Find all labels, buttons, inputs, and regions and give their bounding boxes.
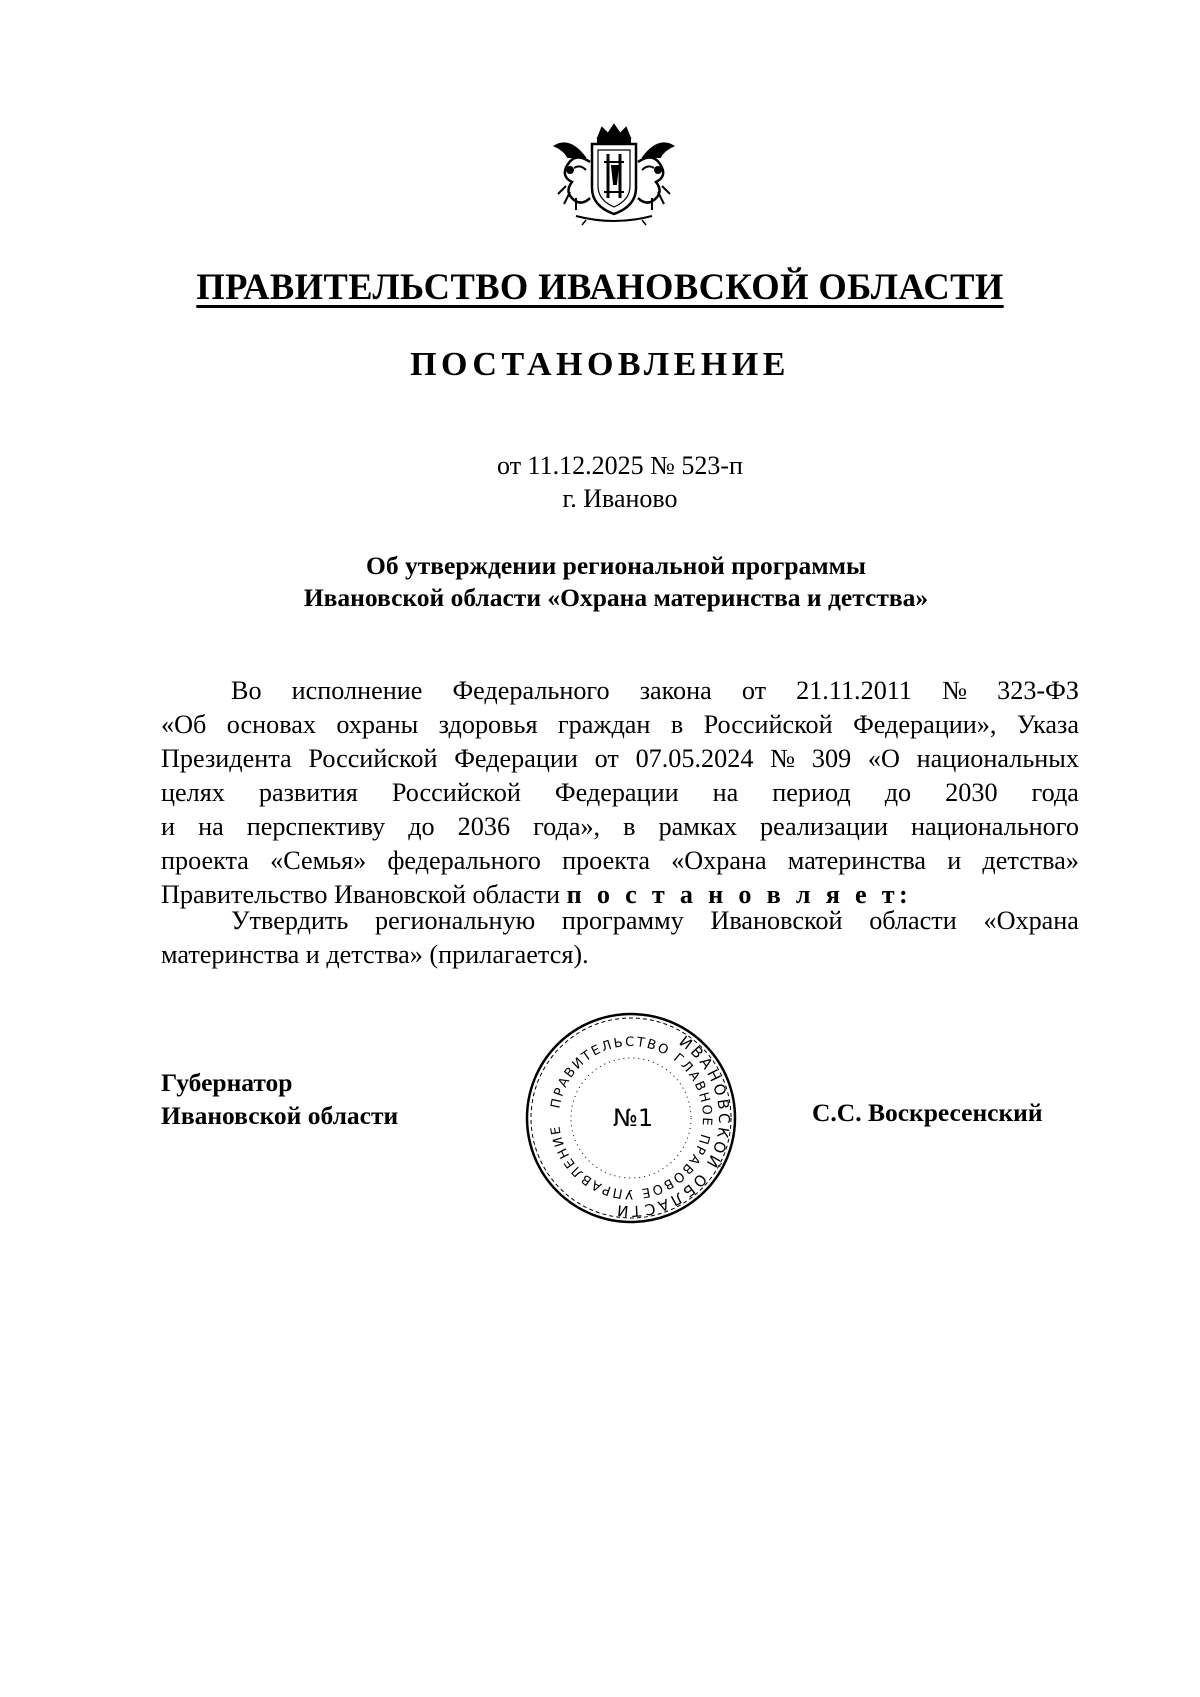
paragraph-line [161,776,1079,810]
paragraph-line [161,904,1079,938]
paragraph-word: на [198,812,224,841]
document-type: ПОСТАНОВЛЕНИЕ [410,346,790,383]
paragraph-word: 309 [811,744,852,773]
stamp-outer-text: ИВАНОВСКОЙ ОБЛАСТИ [613,1032,734,1221]
subject-line-2: Ивановской области «Охрана материнства и детства» [303,583,929,612]
paragraph-word: «О [867,744,900,773]
paragraph-word: 21.11.2011 [796,676,913,705]
document-date-number: от 11.12.2025 № 523-п [497,451,743,480]
body-paragraph-2 [161,904,1079,972]
paragraph-word: «Об [161,710,207,739]
paragraph-word: «Охрана [671,846,767,875]
document-city: г. Иваново [562,484,678,513]
paragraph-word: «Семья» [270,846,367,875]
stamp-number: №1 [612,1104,654,1132]
paragraph-word: Ивановской [710,906,843,935]
paragraph-word: реализации [759,812,888,841]
paragraph-word: 2036 [457,812,511,841]
paragraph-word: основах [226,710,316,739]
paragraph-word: проекта [562,846,650,875]
paragraph-word: проекта [161,846,249,875]
paragraph-word: № [770,744,796,773]
paragraph-line [161,742,1079,776]
paragraph-line [161,810,1079,844]
paragraph-word: 07.05.2024 [635,744,754,773]
paragraph-word: и [947,846,962,875]
paragraph-word: Федерации [454,744,578,773]
paragraph-word: до [408,812,435,841]
body-paragraph-1 [161,674,1079,912]
paragraph-text: Правительство Ивановской области [161,880,567,909]
paragraph-word: рамках [658,812,737,841]
official-stamp [521,1008,741,1228]
paragraph-line [161,708,1079,742]
paragraph-word: Во [231,676,262,705]
stamp-inner-text: ПРАВИТЕЛЬСТВО ГЛАВНОЕ ПРАВОВОЕ УПРАВЛЕНИЕ [548,1034,715,1202]
paragraph-word: Утвердить [231,906,349,935]
paragraph-word: Российской [703,710,833,739]
paragraph-word: Российской [391,778,521,807]
paragraph-word: период [772,778,851,807]
paragraph-word: региональную [375,906,536,935]
paragraph-word: Российской [308,744,438,773]
paragraph-word: области [869,906,957,935]
subject-line-1: Об утверждении региональной программы [366,551,866,580]
paragraph-word: детства» [982,846,1079,875]
signatory-name: С.С. Воскресенский [812,1098,1043,1127]
paragraph-word: № [942,676,968,705]
paragraph-word: целях [161,778,225,807]
paragraph-word: 323-ФЗ [997,676,1079,705]
paragraph-word: «Охрана [983,906,1079,935]
paragraph-word: 2030 [945,778,998,807]
paragraph-word: на [712,778,739,807]
organization-title: ПРАВИТЕЛЬСТВО ИВАНОВСКОЙ ОБЛАСТИ [196,266,1004,307]
paragraph-word: исполнение [291,676,423,705]
coat-of-arms-icon [546,122,682,226]
resolution-verb: п о с т а н о в л я е т: [566,880,912,909]
paragraph-line [161,844,1079,878]
paragraph-word: до [884,778,912,807]
paragraph-line [161,674,1079,708]
paragraph-word: федерального [387,846,541,875]
paragraph-word: перспективу [246,812,386,841]
paragraph-word: Федерации», [853,710,997,739]
paragraph-word: материнства [787,846,927,875]
paragraph-word: граждан [557,710,651,739]
paragraph-word: национальных [916,744,1079,773]
paragraph-word: и [161,812,176,841]
paragraph-line: материнства и детства» (прилагается). [161,940,589,969]
paragraph-word: в [623,812,636,841]
signatory-position [161,1066,398,1132]
paragraph-word: года», [533,812,601,841]
paragraph-word: Президента [161,744,292,773]
paragraph-word: от [594,744,619,773]
signatory-position-line-2: Ивановской области [161,1101,399,1130]
paragraph-word: программу [561,906,684,935]
paragraph-word: Федерального [452,676,610,705]
signatory-position-line-1: Губернатор [161,1068,293,1097]
paragraph-word: здоровья [438,710,538,739]
paragraph-word: года [1031,778,1079,807]
paragraph-word: Указа [1016,710,1079,739]
paragraph-word: развития [258,778,358,807]
paragraph-word: от [741,676,767,705]
paragraph-word: закона [639,676,712,705]
paragraph-word: охраны [336,710,419,739]
paragraph-word: национального [911,812,1079,841]
paragraph-word: в [670,710,684,739]
paragraph-word: Федерации [554,778,679,807]
